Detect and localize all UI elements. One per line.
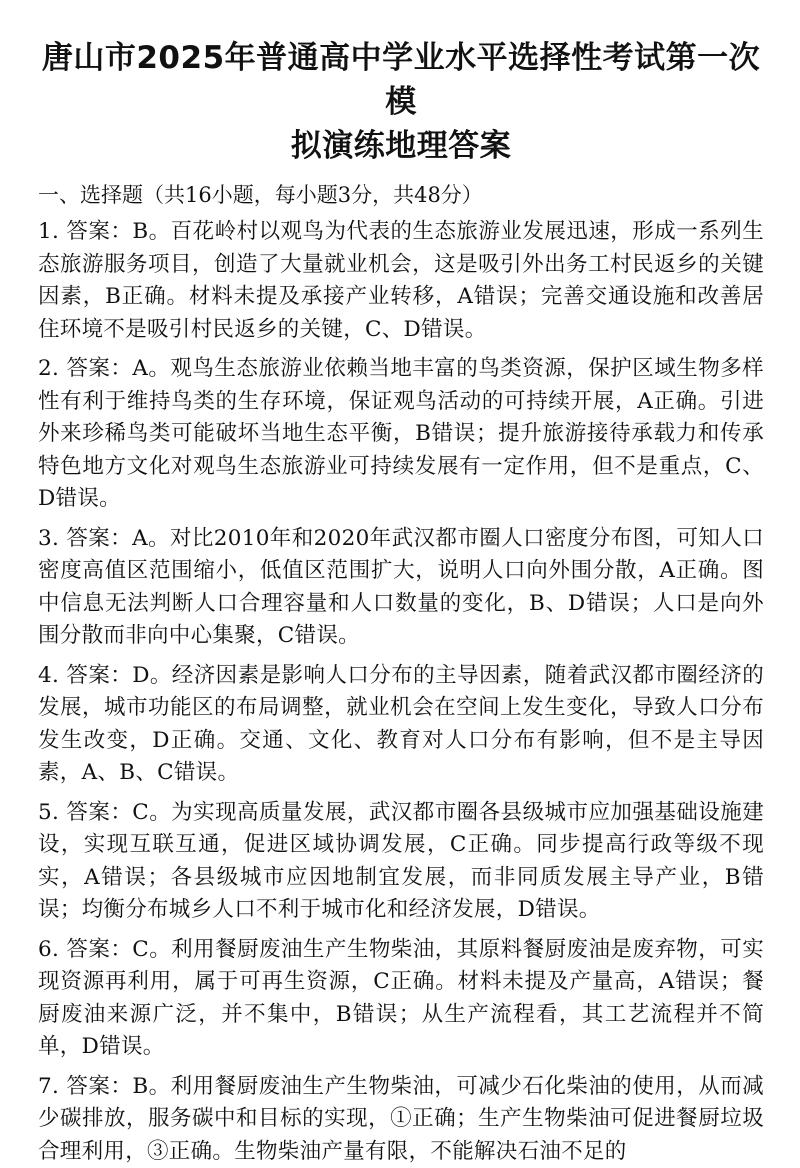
section-heading: 一、选择题（共16小题，每小题3分，共48分）	[38, 180, 764, 210]
answer-text: 4. 答案：D。经济因素是影响人口分布的主导因素，随着武汉都市圈经济的发展，城市功能区的布局调整，就业机会在空间上发生变化，导致人口分布发生改变，D正确。交通、文化、教育对人口分布有影响，但不是主导因素，A、B、C错误。	[38, 663, 764, 786]
title-line-2: 拟演练地理答案	[38, 124, 764, 168]
answer-text: 2. 答案：A。观鸟生态旅游业依赖当地丰富的鸟类资源，保护区域生物多样性有利于维持鸟类的生存环境，保证观鸟活动的可持续开展，A正确。引进外来珍稀鸟类可能破坏当地生态平衡，B错误；提升旅游接待承载力和传承特色地方文化对观鸟生态旅游业可持续发展有一定作用，但不是重点，C、D错误。	[38, 356, 764, 511]
title-line-1: 唐山市2025年普通高中学业水平选择性考试第一次模	[38, 36, 764, 124]
answer-paragraph-4	[38, 660, 764, 790]
answer-text: 5. 答案：C。为实现高质量发展，武汉都市圈各县级城市应加强基础设施建设，实现互联互通，促进区域协调发展，C正确。同步提高行政等级不现实，A错误；各县级城市应因地制宜发展，而非同质发展主导产业，B错误；均衡分布城乡人口不利于城市化和经济发展，D错误。	[38, 800, 764, 923]
answer-paragraph-1	[38, 216, 764, 346]
answer-paragraph-6	[38, 934, 764, 1064]
answer-text: 3. 答案：A。对比2010年和2020年武汉都市圈人口密度分布图，可知人口密度高值区范围缩小，低值区范围扩大，说明人口向外围分散，A正确。图中信息无法判断人口合理容量和人口数量的变化，B、D错误；人口是向外围分散而非向中心集聚，C错误。	[38, 526, 764, 649]
answer-paragraph-2	[38, 353, 764, 516]
answer-paragraph-5	[38, 797, 764, 927]
answer-paragraph-3	[38, 523, 764, 653]
answer-text: 7. 答案：B。利用餐厨废油生产生物柴油，可减少石化柴油的使用，从而减少碳排放，服务碳中和目标的实现，①正确；生产生物柴油可促进餐厨垃圾合理利用，③正确。生物柴油产量有限，不能解决石油不足的	[38, 1074, 764, 1164]
answer-text: 6. 答案：C。利用餐厨废油生产生物柴油，其原料餐厨废油是废弃物，可实现资源再利用，属于可再生资源，C正确。材料未提及产量高，A错误；餐厨废油来源广泛，并不集中，B错误；从生产流程看，其工艺流程并不简单，D错误。	[38, 937, 764, 1060]
answer-text: 1. 答案：B。百花岭村以观鸟为代表的生态旅游业发展迅速，形成一系列生态旅游服务项目，创造了大量就业机会，这是吸引外出务工村民返乡的关键因素，B正确。材料未提及承接产业转移，A错误；完善交通设施和改善居住环境不是吸引村民返乡的关键，C、D错误。	[38, 219, 764, 342]
answer-paragraph-7	[38, 1071, 764, 1168]
document-title	[38, 36, 764, 168]
